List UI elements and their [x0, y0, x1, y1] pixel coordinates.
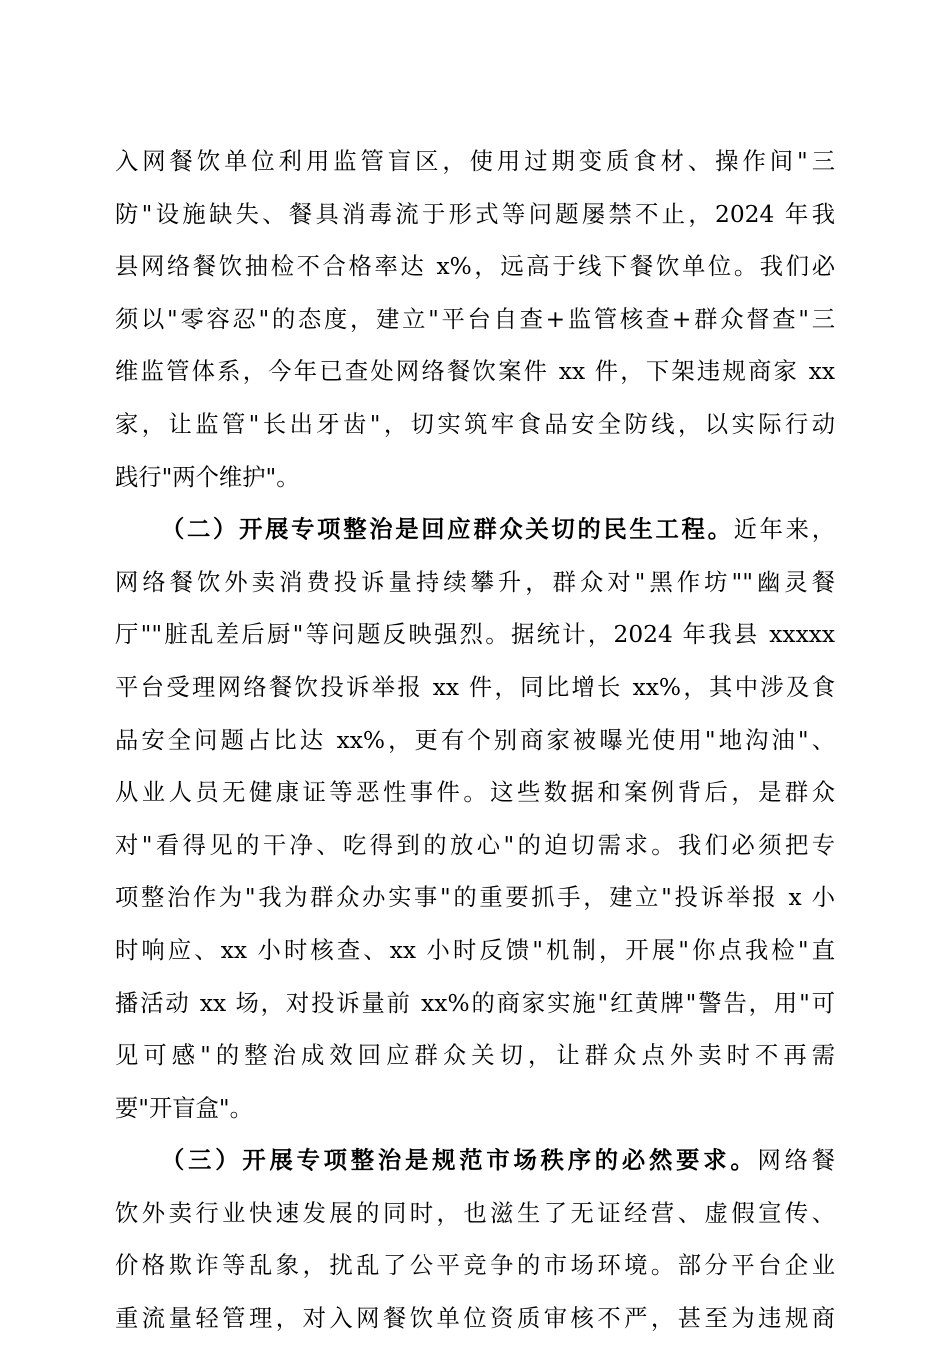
text-fragment: 近年来， — [733, 516, 836, 544]
text-line — [115, 1135, 835, 1188]
text-line: 县网络餐饮抽检不合格率达 x%，远高于线下餐饮单位。我们必 — [115, 253, 835, 281]
paragraph-1 — [115, 136, 835, 504]
text-line: 家，让监管"长出牙齿"，切实筑牢食品安全防线，以实际行动 — [115, 410, 835, 438]
text-line: 入网餐饮单位利用监管盲区，使用过期变质食材、操作间"三 — [115, 148, 835, 175]
text-line: 维监管体系，今年已查处网络餐饮案件 xx 件，下架违规商家 xx — [115, 358, 835, 386]
text-line: 见可感"的整治成效回应群众关切，让群众点外卖时不再需 — [115, 1042, 835, 1070]
section-heading: （二）开展专项整治是回应群众关切的民生工程。 — [161, 516, 734, 544]
text-line: 网络餐饮外卖消费投诉量持续攀升，群众对"黑作坊""幽灵餐 — [115, 568, 835, 596]
paragraph-3 — [115, 1135, 835, 1345]
text-line: 厅""脏乱差后厨"等问题反映强烈。据统计，2024 年我县 xxxxx — [115, 621, 835, 649]
text-line: 须以"零容忍"的态度，建立"平台自查+监管核查+群众督查"三 — [115, 305, 835, 333]
document-page — [115, 136, 835, 1346]
text-line: 从业人员无健康证等恶性事件。这些数据和案例背后，是群众 — [115, 779, 835, 807]
section-heading: （三）开展专项整治是规范市场秩序的必然要求。 — [161, 1147, 758, 1175]
text-line: 价格欺诈等乱象，扰乱了公平竞争的市场环境。部分平台企业 — [115, 1252, 835, 1280]
text-line: 平台受理网络餐饮投诉举报 xx 件，同比增长 xx%，其中涉及食 — [115, 673, 835, 701]
text-line: 品安全问题占比达 xx%，更有个别商家被曝光使用"地沟油"、 — [115, 726, 835, 754]
text-line: 重流量轻管理，对入网餐饮单位资质审核不严，甚至为违规商 — [115, 1305, 835, 1333]
text-line: 播活动 xx 场，对投诉量前 xx%的商家实施"红黄牌"警告，用"可 — [115, 989, 835, 1017]
text-line: 防"设施缺失、餐具消毒流于形式等问题屡禁不止，2024 年我 — [115, 200, 835, 228]
text-line: 践行"两个维护"。 — [115, 463, 300, 491]
text-line: 时响应、xx 小时核查、xx 小时反馈"机制，开展"你点我检"直 — [115, 936, 835, 964]
text-line: 项整治作为"我为群众办实事"的重要抓手，建立"投诉举报 x 小 — [115, 884, 835, 912]
paragraph-2 — [115, 504, 835, 1135]
text-line — [115, 504, 835, 557]
text-line: 要"开盲盒"。 — [115, 1094, 253, 1122]
text-line: 饮外卖行业快速发展的同时，也滋生了无证经营、虚假宣传、 — [115, 1199, 835, 1227]
text-line: 对"看得见的干净、吃得到的放心"的迫切需求。我们必须把专 — [115, 831, 835, 859]
text-fragment: 网络餐 — [757, 1147, 836, 1175]
